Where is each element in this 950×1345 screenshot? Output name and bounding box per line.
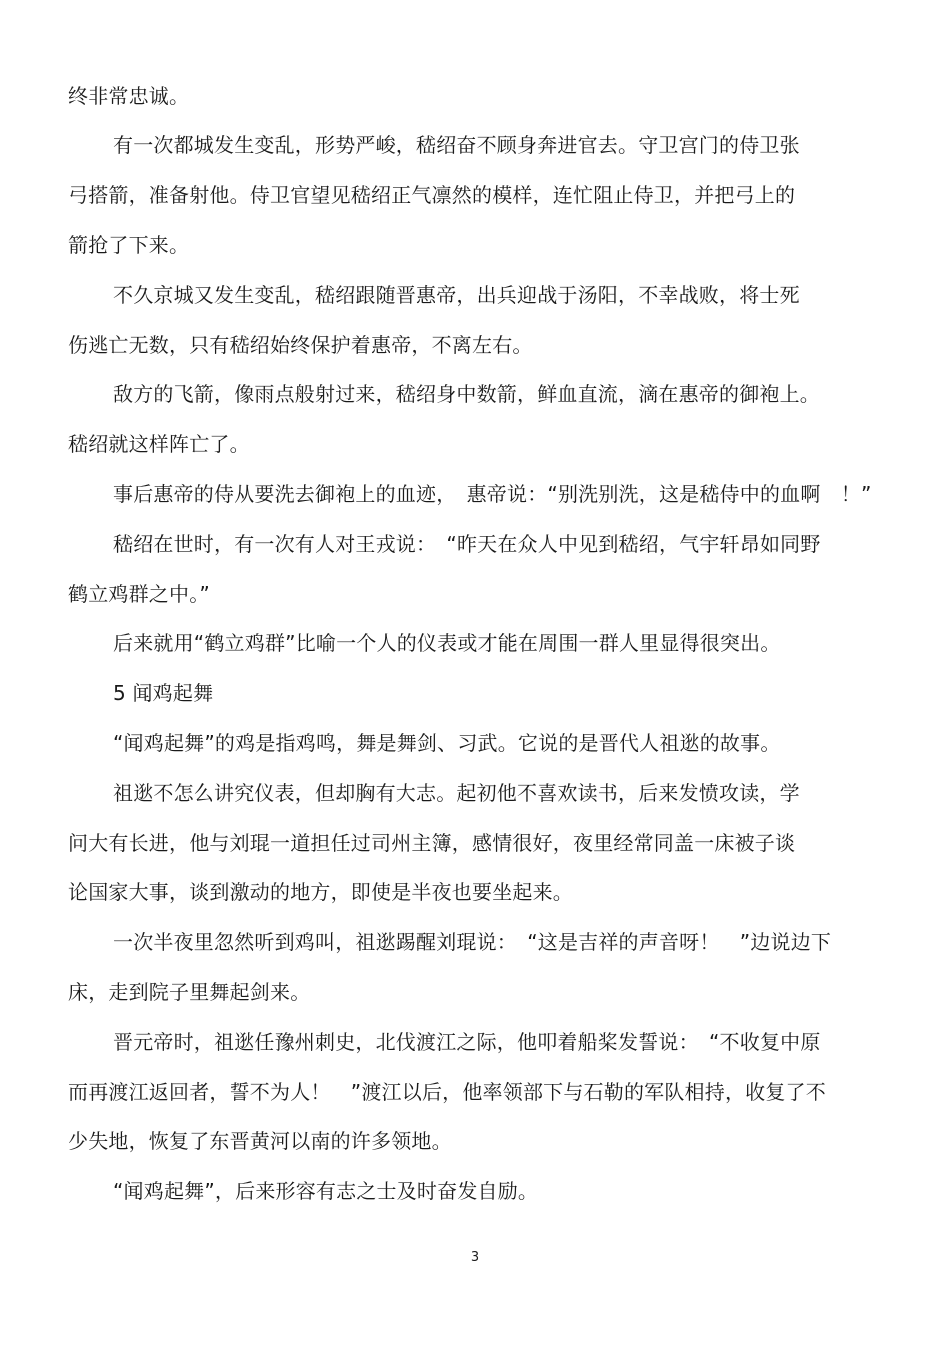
page-number: 3: [470, 1250, 480, 1265]
text-line: 少失地，恢复了东晋黄河以南的许多领地。: [68, 1129, 452, 1153]
text-line: 后来就用“鹤立鸡群”比喻一个人的仪表或才能在周围一群人里显得很突出。: [113, 631, 781, 655]
text-line: 嵇绍在世时，有一次有人对王戎说： “昨天在众人中见到嵇绍，气宇轩昂如同野: [113, 532, 821, 556]
text-line: 晋元帝时，祖逖任豫州刺史，北伐渡江之际，他叩着船桨发誓说： “不收复中原: [113, 1030, 821, 1054]
text-line: 问大有长进，他与刘琨一道担任过司州主簿，感情很好，夜里经常同盖一床被子谈: [68, 831, 796, 855]
text-line: 弓搭箭，准备射他。侍卫官望见嵇绍正气凛然的模样，连忙阻止侍卫，并把弓上的: [68, 183, 796, 207]
text-line: 敌方的飞箭，像雨点般射过来，嵇绍身中数箭，鲜血直流，滴在惠帝的御袍上。: [113, 382, 820, 406]
text-line: 祖逖不怎么讲究仪表，但却胸有大志。起初他不喜欢读书，后来发愤攻读，学: [113, 781, 800, 805]
text-line: 不久京城又发生变乱，嵇绍跟随晋惠帝，出兵迎战于汤阳，不幸战败，将士死: [113, 283, 800, 307]
text-line: 箭抢了下来。: [68, 233, 190, 257]
text-line: 嵇绍就这样阵亡了。: [68, 432, 250, 456]
text-line: “闻鸡起舞”的鸡是指鸡鸣，舞是舞剑、习武。它说的是晋代人祖逖的故事。: [113, 731, 781, 755]
text-line: 论国家大事，谈到激动的地方，即使是半夜也要坐起来。: [68, 880, 573, 904]
section-heading: 5 闻鸡起舞: [113, 681, 214, 705]
text-line: 有一次都城发生变乱，形势严峻，嵇绍奋不顾身奔进官去。守卫宫门的侍卫张: [113, 133, 800, 157]
text-line: 而再渡江返回者，誓不为人！ ”渡江以后，他率领部下与石勒的军队相持，收复了不: [68, 1080, 826, 1104]
text-line: 床，走到院子里舞起剑来。: [68, 980, 311, 1004]
text-line: 终非常忠诚。: [68, 84, 190, 108]
text-line: 伤逃亡无数，只有嵇绍始终保护着惠帝，不离左右。: [68, 333, 533, 357]
text-line: 一次半夜里忽然听到鸡叫，祖逖踢醒刘琨说： “这是吉祥的声音呀！ ”边说边下: [113, 930, 832, 954]
text-line: 事后惠帝的侍从要洗去御袍上的血迹， 惠帝说：“别洗别洗，这是嵇侍中的血啊 ！”: [113, 482, 872, 506]
text-line: “闻鸡起舞”，后来形容有志之士及时奋发自励。: [113, 1179, 539, 1203]
text-line: 鹤立鸡群之中。”: [68, 582, 210, 606]
